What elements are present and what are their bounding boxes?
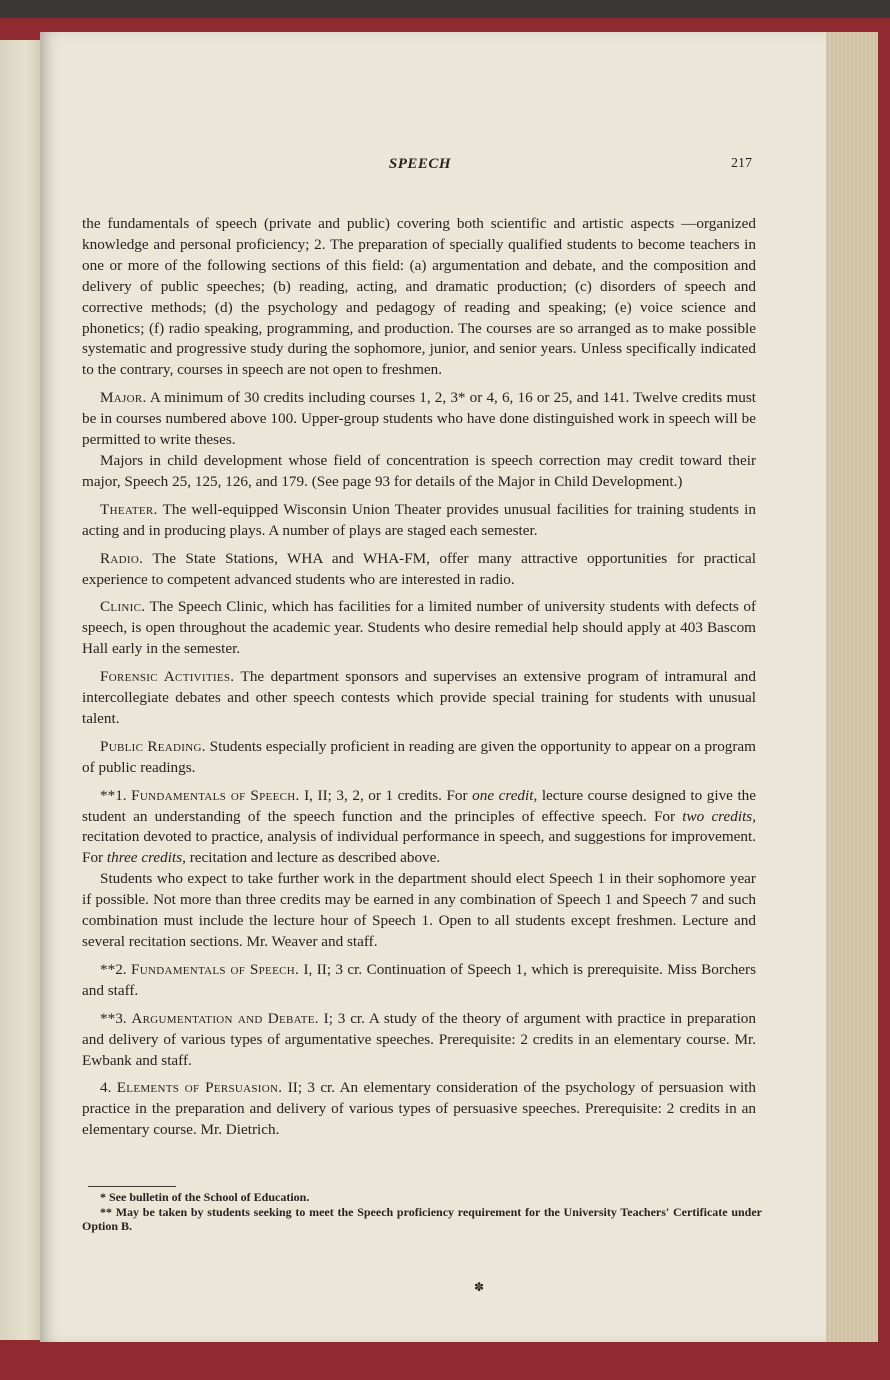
intro-paragraph: the fundamentals of speech (private and public) covering both scientific and artistic aspects —organized knowledge and personal proficiency; 2. The preparation of specially qualified students to become teachers in one or more of the following sections of this field: (a) argumentation and debate, and the composition and delivery of public speeches; (b) reading, acting, and dramatic production; (c) disorders of speech and corrective methods; (d) the psychology and pedagogy of reading and speaking; (e) voice science and phonetics; (f) radio speaking, programming, and production. The courses are so arranged as to make possible systematic and progressive study during the sophomore, junior, and senior years. Unless specifically indicated to the contrary, courses in speech are not open to freshmen. [82, 215, 756, 379]
footnote-1: * See bulletin of the School of Education. [100, 1190, 310, 1204]
footnote-2: ** May be taken by students seeking to meet the Speech proficiency requirement for the University Teachers' Certificate under Option B. [82, 1204, 762, 1233]
ornament-mark: ✽ [474, 1280, 485, 1294]
page-number: 217 [731, 156, 752, 171]
forensic-lead: Forensic Activities. [100, 668, 235, 686]
theater-lead: Theater. [100, 500, 158, 518]
course-3-title: Argumentation and Debate. [131, 1009, 319, 1027]
course-2-title: Fundamentals of Speech. [130, 960, 300, 978]
body-text [82, 214, 756, 1141]
public-reading-lead: Public Reading. [100, 737, 206, 755]
forensic-paragraph: Forensic Activities. The department sponsors and supervises an extensive program of intramural and intercollegiate debates and other speech contests which provide special training for students with unusual talent. [82, 668, 756, 727]
theater-paragraph: Theater. The well-equipped Wisconsin Union Theater provides unusual facilities for training students in acting and in producing plays. A number of plays are staged each semester. [82, 500, 756, 539]
course-1-title: Fundamentals of Speech. [131, 786, 300, 804]
course-4-title: Elements of Persuasion. [116, 1079, 283, 1097]
radio-paragraph: Radio. The State Stations, WHA and WHA-FM, offer many attractive opportunities for practical experience to competent advanced students who are interested in radio. [82, 549, 756, 588]
course-1-note: Students who expect to take further work in the department should elect Speech 1 in their sophomore year if possible. Not more than three credits may be earned in any combination of Speech 1 and Speech 7 and such combination must include the lecture hour of Speech 1. Open to all students except freshmen. Lecture and several recitation sections. Mr. Weaver and staff. [82, 870, 756, 950]
course-4-entry: 4. Elements of Persuasion. II; 3 cr. An elementary consideration of the psychology of persuasion with practice in the preparation and delivery of various types of persuasive speeches. Prerequisite: 2 credits in an elementary course. Mr. Dietrich. [82, 1079, 756, 1139]
radio-lead: Radio. [100, 549, 144, 567]
public-reading-paragraph: Public Reading. Students especially proficient in reading are given the opportunity to appear on a program of public readings. [82, 737, 756, 776]
major-paragraph: Major. A minimum of 30 credits including courses 1, 2, 3* or 4, 6, 16 or 25, and 141. Twelve credits must be in courses numbered above 100. Upper-group students who have done distinguished work in speech will be permitted to write theses. [82, 389, 756, 449]
running-title: SPEECH [388, 156, 452, 172]
clinic-paragraph: Clinic. The Speech Clinic, which has facilities for a limited number of university students with defects of speech, is open throughout the academic year. Students who desire remedial help should apply at 403 Bascom Hall early in the semester. [82, 598, 756, 658]
page-stack-edge [826, 32, 878, 1342]
course-1-entry: **1. Fundamentals of Speech. I, II; 3, 2, or 1 credits. For one credit, lecture course designed to give the student an understanding of the speech function and the principles of effective speech. For two credits, recitation devoted to practice, analysis of individual performance in speech, and suggestions for improvement. For three credits, recitation and lecture as described above. [82, 786, 757, 867]
major-lead: Major. [100, 389, 147, 407]
running-head [82, 156, 758, 178]
child-development-paragraph: Majors in child development whose field of concentration is speech correction may credit toward their major, Speech 25, 125, 126, and 179. (See page 93 for details of the Major in Child Development.) [82, 451, 756, 490]
course-2-entry: **2. Fundamentals of Speech. I, II; 3 cr. Continuation of Speech 1, which is prerequisite. Miss Borchers and staff. [82, 960, 756, 999]
facing-page-edge [0, 40, 44, 1340]
footnotes [82, 1190, 762, 1234]
clinic-lead: Clinic. [100, 598, 146, 616]
course-3-entry: **3. Argumentation and Debate. I; 3 cr. A study of the theory of argument with practice in preparation and delivery of various types of argumentative speeches. Prerequisite: 2 credits in an elementary course. Mr. Ewbank and staff. [82, 1009, 756, 1069]
footnote-rule [88, 1186, 176, 1187]
